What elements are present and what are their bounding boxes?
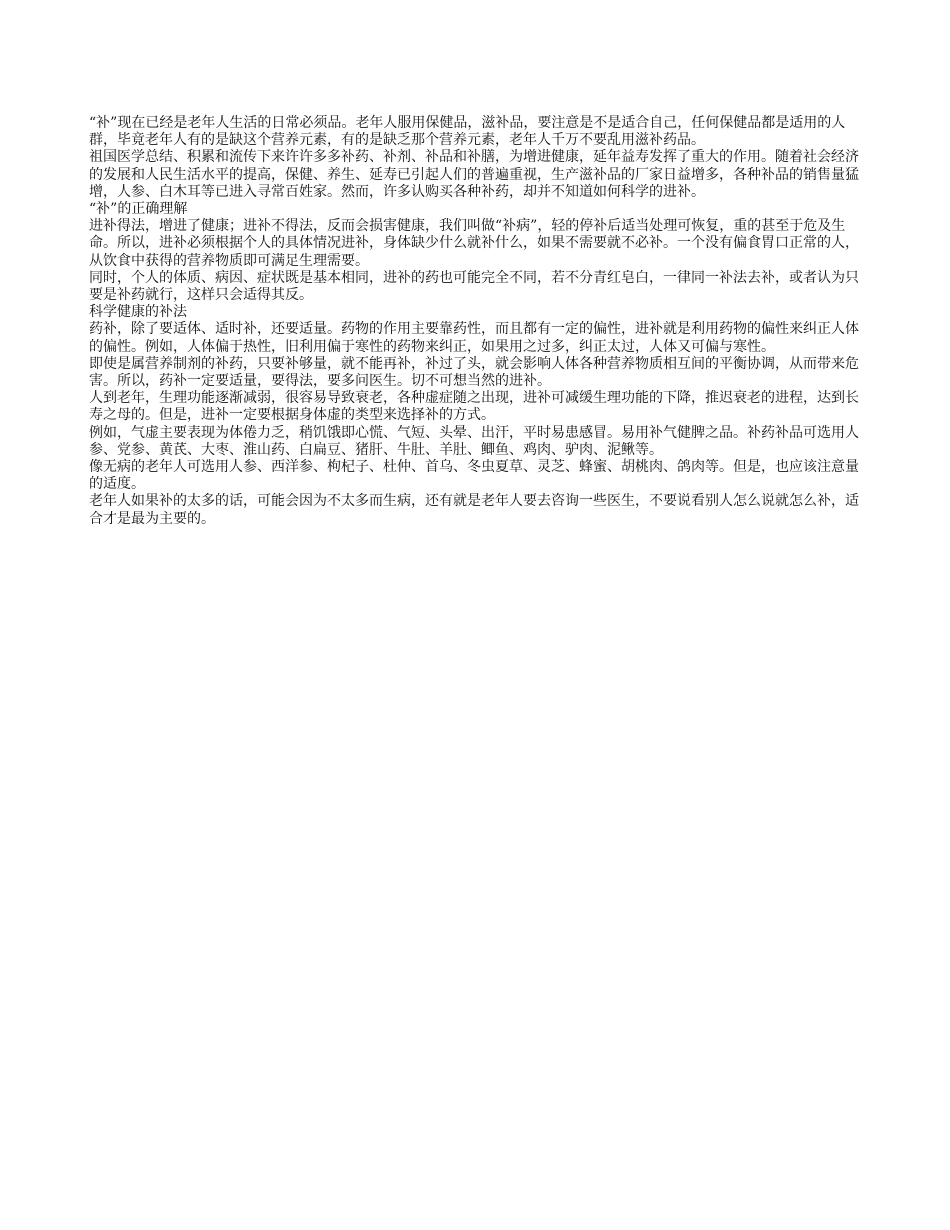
paragraph-conclusion: 老年人如果补的太多的话，可能会因为不太多而生病，还有就是老年人要去咨询一些医生，不要说看别人怎么说就怎么补，适合才是最为主要的。	[89, 493, 859, 527]
paragraph-background: 祖国医学总结、积累和流传下来许许多多补药、补剂、补品和补膳，为增进健康，延年益寿发挥了重大的作用。随着社会经济的发展和人民生活水平的提高，保健、养生、延寿已引起人们的普遍重视，生产滋补品的厂家日益增多，各种补品的销售量猛增，人参、白木耳等已进入寻常百姓家。然而，许多认购买各种补药，却并不知道如何科学的进补。	[89, 149, 859, 200]
paragraph-moderation: 药补，除了要适体、适时补，还要适量。药物的作用主要靠药性，而且都有一定的偏性，进补就是利用药物的偏性来纠正人体的偏性。例如，人体偏于热性，旧利用偏于寒性的药物来纠正，如果用之过多，纠正太过，人体又可偏与寒性。	[89, 321, 859, 355]
section-heading-scientific-method: 科学健康的补法	[89, 304, 187, 321]
paragraph-intro: “补”现在已经是老年人生活的日常必须品。老年人服用保健品，滋补品，要注意是不是适合自己，任何保健品都是适用的人群，毕竟老年人有的是缺这个营养元素，有的是缺乏那个营养元素，老年人千万不要乱用滋补药品。	[89, 115, 846, 149]
paragraph-individual-differences: 同时，个人的体质、病因、症状既是基本相同，进补的药也可能完全不同，若不分青红皂白，一律同一补法去补，或者认为只要是补药就行，这样只会适得其反。	[89, 269, 859, 304]
document-body	[89, 115, 865, 528]
paragraph-old-age: 人到老年，生理功能逐渐减弱，很容易导致衰老，各种虚症随之出现，进补可减缓生理功能的下降，推迟衰老的进程，达到长寿之母的。但是，进补一定要根据身体虚的类型来选择补的方式。	[89, 390, 859, 424]
section-heading-understanding: “补”的正确理解	[89, 201, 188, 218]
paragraph-nutrition-balance: 即使是属营养制剂的补药，只要补够量，就不能再补，补过了头，就会影响人体各种营养物质相互间的平衡协调，从而带来危害。所以，药补一定要适量，要得法，要多问医生。切不可想当然的进补。	[89, 355, 859, 390]
paragraph-qi-deficiency: 例如，气虚主要表现为体倦力乏，稍饥饿即心慌、气短、头晕、出汗，平时易患感冒。易用补气健脾之品。补药补品可选用人参、党参、黄芪、大枣、淮山药、白扁豆、猪肝、牛肚、羊肚、鲫鱼、鸡肉、驴肉、泥鳅等。	[89, 424, 859, 458]
paragraph-proper-method: 进补得法，增进了健康；进补不得法，反而会损害健康，我们叫做“补病”，轻的停补后适当处理可恢复，重的甚至于危及生命。所以，进补必须根据个人的具体情况进补，身体缺少什么就补什么，如果不需要就不必补。一个没有偏食胃口正常的人，从饮食中获得的营养物质即可满足生理需要。	[89, 218, 859, 269]
paragraph-healthy-elderly: 像无病的老年人可选用人参、西洋参、枸杞子、杜仲、首乌、冬虫夏草、灵芝、蜂蜜、胡桃肉、鸽肉等。但是，也应该注意量的适度。	[89, 459, 859, 493]
